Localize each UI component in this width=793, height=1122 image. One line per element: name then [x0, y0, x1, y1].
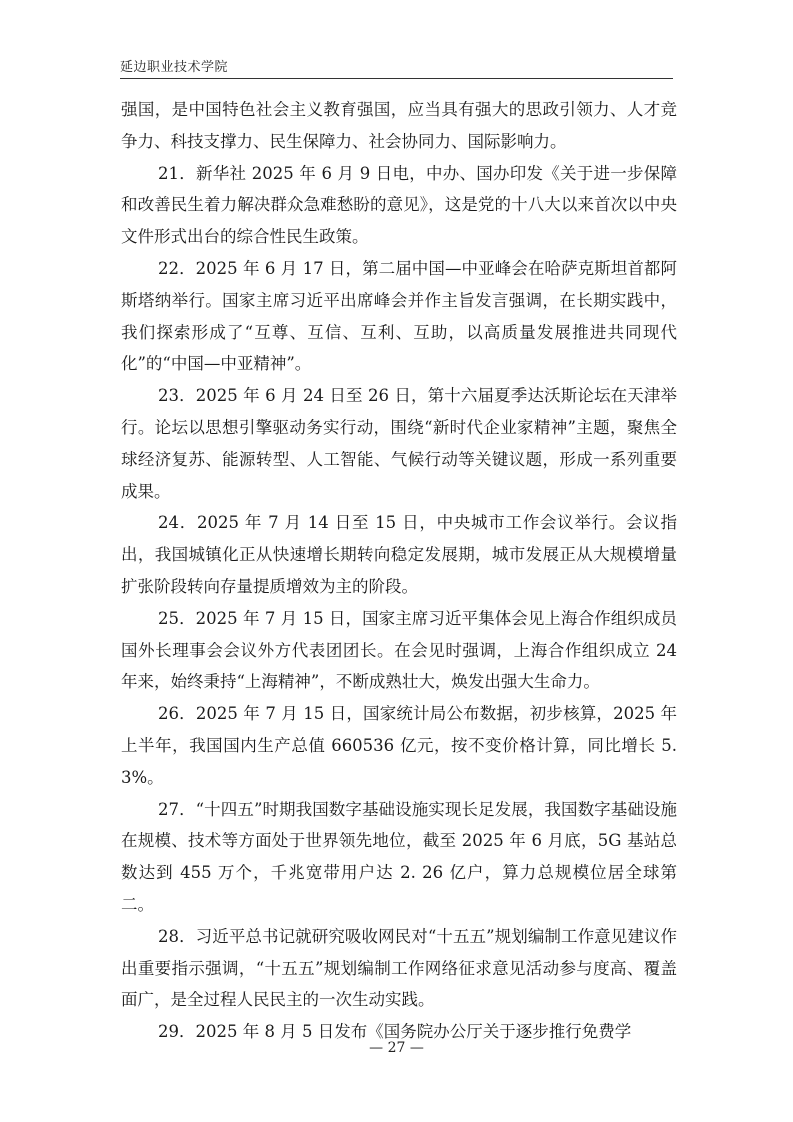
- paragraph-item-26: 26．2025 年 7 月 15 日，国家统计局公布数据，初步核算，2025 年上半年，我国国内生产总值 660536 亿元，按不变价格计算，同比增长 5. 3%。: [121, 704, 677, 787]
- paragraph-item-28: 28．习近平总书记就研究吸收网民对“十五五”规划编制工作意见建议作出重要指示强调，“十五五”规划编制工作网络征求意见活动参与度高、覆盖面广，是全过程人民民主的一次生动实践。: [121, 926, 677, 1010]
- paragraph-item-24: 24．2025 年 7 月 14 日至 15 日，中央城市工作会议举行。会议指出，我国城镇化正从快速增长期转向稳定发展期，城市发展正从大规模增量扩张阶段转向存量提质增效为主的阶段。: [121, 513, 677, 596]
- document-body: [121, 94, 677, 1048]
- paragraph-item-27: 27．“十四五”时期我国数字基础设施实现长足发展，我国数字基础设施在规模、技术等方面处于世界领先地位，截至 2025 年 6 月底，5G 基站总数达到 455 万个，千兆宽带用户达 2. 26 亿户，算力总规模位居全球第二。: [121, 799, 677, 914]
- paragraph-item-22: 22．2025 年 6 月 17 日，第二届中国—中亚峰会在哈萨克斯坦首都阿斯塔纳举行。国家主席习近平出席峰会并作主旨发言强调，在长期实践中，我们探索形成了“互尊、互信、互利、互助，以高质量发展推进共同现代化”的“中国—中亚精神”。: [121, 258, 677, 374]
- header-title: 延边职业技术学院: [120, 60, 229, 75]
- paragraph-item-21: 21．新华社 2025 年 6 月 9 日电，中办、国办印发《关于进一步保障和改善民生着力解决群众急难愁盼的意见》，这是党的十八大以来首次以中央文件形式出台的综合性民生政策。: [121, 163, 677, 247]
- page-number: — 27 —: [369, 1040, 424, 1056]
- paragraph-item-23: 23．2025 年 6 月 24 日至 26 日，第十六届夏季达沃斯论坛在天津举行。论坛以思想引擎驱动务实行动，围绕“新时代企业家精神”主题，聚焦全球经济复苏、能源转型、人工智能、气候行动等关键议题，形成一系列重要成果。: [121, 386, 677, 501]
- paragraph-continuation: 强国，是中国特色社会主义教育强国，应当具有强大的思政引领力、人才竞争力、科技支撑力、民生保障力、社会协同力、国际影响力。: [121, 100, 677, 151]
- paragraph-item-29: 29．2025 年 8 月 5 日发布《国务院办公厅关于逐步推行免费学: [158, 1022, 632, 1042]
- paragraph-item-25: 25．2025 年 7 月 15 日，国家主席习近平集体会见上海合作组织成员国外长理事会会议外方代表团团长。在会见时强调，上海合作组织成立 24 年来，始终秉持“上海精神”，不断成熟壮大，焕发出强大生命力。: [121, 608, 677, 692]
- page-header: [120, 54, 673, 79]
